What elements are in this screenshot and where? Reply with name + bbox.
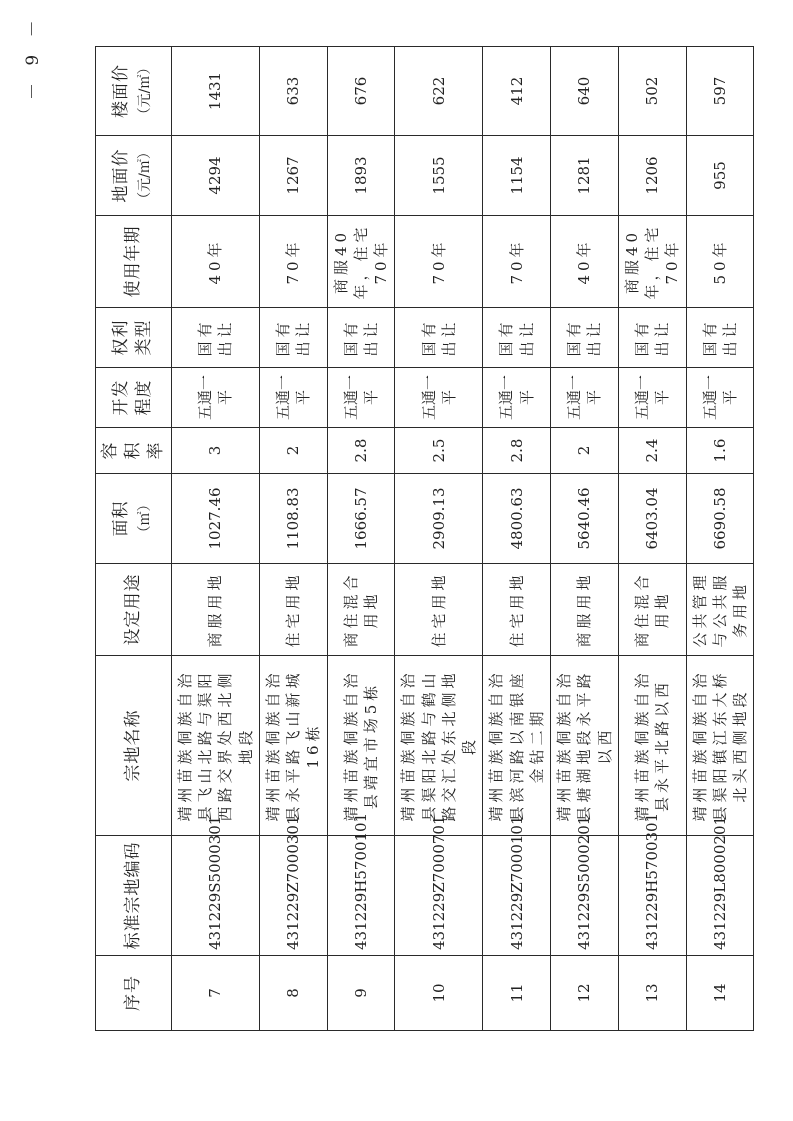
table-row <box>686 47 754 1031</box>
cell-seq: 13 <box>618 956 686 1031</box>
cell-dev: 五通一平 <box>259 368 327 428</box>
header-dev: 开发程度 <box>96 368 172 428</box>
cell-far: 1.6 <box>686 428 754 474</box>
cell-use: 住宅用地 <box>483 564 551 656</box>
cell-dev: 五通一平 <box>551 368 619 428</box>
cell-right: 国有出让 <box>259 308 327 368</box>
table-row <box>618 47 686 1031</box>
cell-area: 1108.83 <box>259 474 327 564</box>
cell-dev: 五通一平 <box>618 368 686 428</box>
header-far: 容积率 <box>96 428 172 474</box>
cell-dev: 五通一平 <box>327 368 395 428</box>
header-term: 使用年期 <box>96 216 172 308</box>
cell-dev: 五通一平 <box>686 368 754 428</box>
table-row <box>483 47 551 1031</box>
cell-term: 50年 <box>686 216 754 308</box>
header-area-unit: （㎡） <box>137 497 154 540</box>
cell-dev: 五通一平 <box>395 368 483 428</box>
cell-right: 国有出让 <box>551 308 619 368</box>
cell-floor-price: 622 <box>395 47 483 136</box>
cell-seq: 7 <box>171 956 259 1031</box>
cell-name: 靖州苗族侗族自治县靖宜市场5栋 <box>327 656 395 836</box>
cell-far: 3 <box>171 428 259 474</box>
cell-seq: 11 <box>483 956 551 1031</box>
cell-land-price: 1154 <box>483 136 551 216</box>
header-right: 权利类型 <box>96 308 172 368</box>
cell-land-price: 4294 <box>171 136 259 216</box>
cell-name: 靖州苗族侗族自治县渠阳镇江东大桥北头西侧地段 <box>686 656 754 836</box>
cell-right: 国有出让 <box>327 308 395 368</box>
cell-code: 431229L8000201 <box>686 836 754 956</box>
cell-code: 431229S5000301 <box>171 836 259 956</box>
cell-far: 2.5 <box>395 428 483 474</box>
cell-name: 靖州苗族侗族自治县飞山北路与渠阳西路交界处西北侧地段 <box>171 656 259 836</box>
cell-area: 2909.13 <box>395 474 483 564</box>
cell-name: 靖州苗族侗族自治县永平路飞山新城16栋 <box>259 656 327 836</box>
cell-code: 431229Z7000101 <box>483 836 551 956</box>
cell-name: 靖州苗族侗族自治县滨河路以南银座金钻二期 <box>483 656 551 836</box>
cell-use: 商住混合用地 <box>618 564 686 656</box>
cell-land-price: 1281 <box>551 136 619 216</box>
cell-area: 6690.58 <box>686 474 754 564</box>
cell-right: 国有出让 <box>171 308 259 368</box>
header-land-price <box>96 136 172 216</box>
cell-use: 商住混合用地 <box>327 564 395 656</box>
cell-land-price: 955 <box>686 136 754 216</box>
cell-name: 靖州苗族侗族自治县渠阳北路与鹤山路交汇处东北侧地段 <box>395 656 483 836</box>
cell-land-price: 1893 <box>327 136 395 216</box>
cell-floor-price: 1431 <box>171 47 259 136</box>
cell-term: 40年 <box>551 216 619 308</box>
cell-use: 商服用地 <box>171 564 259 656</box>
header-floor-price <box>96 47 172 136</box>
cell-term: 商服40年，住宅70年 <box>618 216 686 308</box>
header-name: 宗地名称 <box>96 656 172 836</box>
cell-far: 2 <box>259 428 327 474</box>
cell-seq: 12 <box>551 956 619 1031</box>
table-row <box>551 47 619 1031</box>
header-area-label: 面积 <box>111 500 132 537</box>
cell-floor-price: 412 <box>483 47 551 136</box>
cell-floor-price: 597 <box>686 47 754 136</box>
cell-seq: 10 <box>395 956 483 1031</box>
cell-area: 5640.46 <box>551 474 619 564</box>
table-row <box>395 47 483 1031</box>
cell-seq: 14 <box>686 956 754 1031</box>
cell-code: 431229H5700101 <box>327 836 395 956</box>
cell-floor-price: 640 <box>551 47 619 136</box>
cell-area: 1027.46 <box>171 474 259 564</box>
cell-floor-price: 633 <box>259 47 327 136</box>
header-land-price-label: 地面价 <box>111 148 132 203</box>
table-row <box>171 47 259 1031</box>
cell-area: 4800.63 <box>483 474 551 564</box>
cell-dev: 五通一平 <box>483 368 551 428</box>
cell-area: 1666.57 <box>327 474 395 564</box>
cell-term: 40年 <box>171 216 259 308</box>
table-row <box>259 47 327 1031</box>
cell-term: 商服40年，住宅70年 <box>327 216 395 308</box>
cell-land-price: 1267 <box>259 136 327 216</box>
cell-use: 公共管理与公共服务用地 <box>686 564 754 656</box>
cell-floor-price: 676 <box>327 47 395 136</box>
cell-land-price: 1206 <box>618 136 686 216</box>
cell-floor-price: 502 <box>618 47 686 136</box>
header-land-price-unit: （元/㎡） <box>137 145 154 206</box>
land-parcel-table <box>95 46 754 1031</box>
header-floor-price-label: 楼面价 <box>111 64 132 118</box>
cell-code: 431229Z7000701 <box>395 836 483 956</box>
cell-far: 2.8 <box>327 428 395 474</box>
cell-code: 431229Z7000301 <box>259 836 327 956</box>
cell-right: 国有出让 <box>483 308 551 368</box>
cell-far: 2.4 <box>618 428 686 474</box>
cell-right: 国有出让 <box>395 308 483 368</box>
cell-right: 国有出让 <box>618 308 686 368</box>
cell-dev: 五通一平 <box>171 368 259 428</box>
cell-term: 70年 <box>259 216 327 308</box>
table-row <box>327 47 395 1031</box>
cell-term: 70年 <box>483 216 551 308</box>
cell-term: 70年 <box>395 216 483 308</box>
header-seq: 序号 <box>96 956 172 1031</box>
header-use: 设定用途 <box>96 564 172 656</box>
cell-use: 商服用地 <box>551 564 619 656</box>
cell-seq: 8 <box>259 956 327 1031</box>
header-area <box>96 474 172 564</box>
cell-land-price: 1555 <box>395 136 483 216</box>
cell-right: 国有出让 <box>686 308 754 368</box>
cell-use: 住宅用地 <box>259 564 327 656</box>
table-header-row <box>96 47 172 1031</box>
cell-area: 6403.04 <box>618 474 686 564</box>
cell-far: 2 <box>551 428 619 474</box>
header-code: 标准宗地编码 <box>96 836 172 956</box>
cell-use: 住宅用地 <box>395 564 483 656</box>
cell-far: 2.8 <box>483 428 551 474</box>
cell-seq: 9 <box>327 956 395 1031</box>
page-number: － 9 － <box>23 14 43 100</box>
cell-name: 靖州苗族侗族自治县永平北路以西 <box>618 656 686 836</box>
cell-code: 431229H5700301 <box>618 836 686 956</box>
header-floor-price-unit: （元/㎡） <box>137 60 154 122</box>
cell-name: 靖州苗族侗族自治县塘湖地段永平路以西 <box>551 656 619 836</box>
cell-code: 431229S5000201 <box>551 836 619 956</box>
